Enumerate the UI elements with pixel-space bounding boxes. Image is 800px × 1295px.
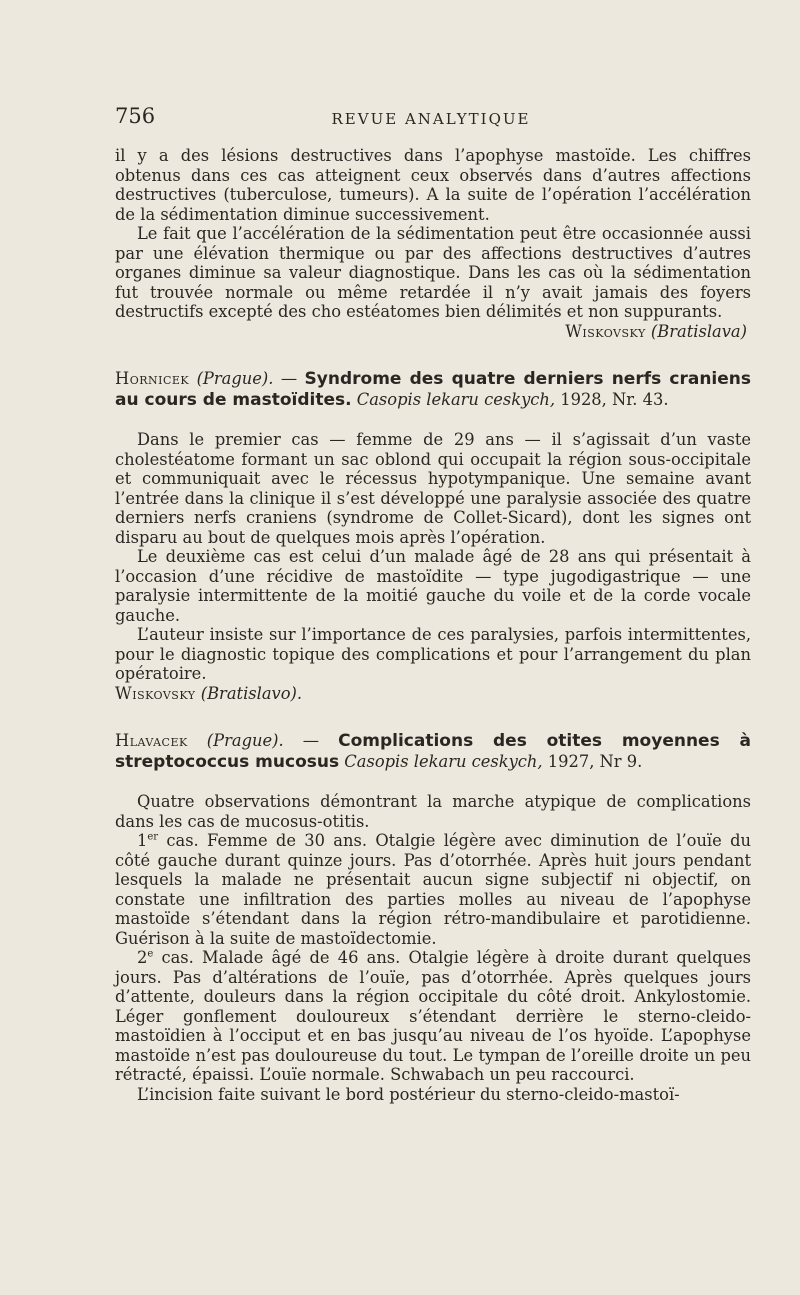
case-ordinal: e: [147, 948, 154, 960]
review-hornicek: [115, 369, 751, 703]
paragraph: Dans le premier cas — femme de 29 ans — il s’agissait d’un vaste cholestéatome formant un sac oblond qui occupait la région sous-occipitale et communiquait avec le récessus hypotympanique. Une semaine avant l’entrée dans la clinique il s’est développé une paralysie associée des quatre derniers nerfs craniens (syndrome de Collet-Sicard), dont les signes ont disparu au bout de quelques mois après l’opération.: [115, 430, 751, 547]
author-name: Hlavacek: [115, 731, 188, 750]
review-heading: [115, 369, 751, 410]
signature-name: Wiskovsky: [115, 683, 196, 703]
review-wiskovsky-sedimentation: [115, 146, 751, 341]
spacer: [115, 772, 751, 792]
heading-dash: —: [283, 731, 339, 750]
article-title: Syndrome des quatre derniers nerfs craniens au cours de mastoïdites.: [115, 369, 751, 410]
signature-location: (Bratislavo).: [200, 683, 303, 703]
case-ordinal: er: [147, 831, 159, 843]
case-text: cas. Femme de 30 ans. Otalgie légère avec diminution de l’ouïe du côté gauche durant quinze jours. Pas d’otorrhée. Après huit jours pendant lesquels la malade ne présentait aucun signe subjectif ni objectif, on constate une infiltration des parties molles au niveau de l’apophyse mastoïde s’étendant dans la région rétro-mandibulaire et parotidienne. Guérison à la suite de mastoïdectomie.: [115, 831, 751, 948]
review-heading: [115, 731, 751, 772]
paragraph: Le fait que l’accélération de la sédimentation peut être occasionnée aussi par une élévation thermique ou par des affections destructives d’autres organes diminue sa valeur diagnostique. Dans les cas où la sédimentation fut trouvée normale ou même retardée il n’y avait jamais des foyers destructifs excepté des cho estéatomes bien délimités et non suppurants.: [115, 224, 751, 321]
citation: 1927, Nr 9.: [542, 751, 643, 771]
paragraph: L’incision faite suivant le bord postérieur du sterno-cleido-mastoï-: [137, 1084, 680, 1104]
case-paragraph: [115, 831, 751, 948]
paragraph: il y a des lésions destructives dans l’apophyse mastoïde. Les chiffres obtenus dans ces cas atteignent ceux observés dans d’autres affections destructives (tuberculose, tumeurs). A la suite de l’opération l’accélération de la sédimentation diminue successivement.: [115, 146, 751, 224]
author-location: (Prague).: [196, 369, 274, 388]
citation: 1928, Nr. 43.: [555, 389, 669, 409]
page-header: [115, 104, 747, 134]
paragraph: Quatre observations démontrant la marche atypique de complications dans les cas de mucosus-otitis.: [115, 792, 751, 831]
heading-dash: —: [273, 369, 305, 388]
case-text: cas. Malade âgé de 46 ans. Otalgie légère à droite durant quelques jours. Pas d’altérations de l’ouïe, pas d’otorrhée. Après quelques jours d’attente, douleurs dans la région occipitale du côté droit. Ankylostomie. Léger gonflement douloureux s’étendant derrière le sterno-cleido-mastoïdien à l’occiput et en bas jusqu’au niveau de l’os hyoïde. L’apophyse mastoïde n’est pas douloureuse du tout. Le tympan de l’oreille droite un peu rétracté, épaissi. L’ouïe normale. Schwabach un peu raccourci.: [115, 948, 751, 1084]
spacer: [115, 410, 751, 430]
article-title: Complications des otites moyennes à streptococcus mucosus: [115, 731, 751, 772]
signature-name: Wiskovsky: [565, 321, 646, 341]
case-paragraph: [115, 948, 751, 1085]
signature-location: (Bratislava): [650, 321, 747, 341]
author-location: (Prague).: [206, 731, 284, 750]
case-number: 1: [137, 831, 148, 850]
signature: [115, 684, 751, 704]
author-name: Hornicek: [115, 369, 190, 388]
journal-name: Casopis lekaru ceskych,: [356, 389, 556, 409]
running-head: REVUE ANALYTIQUE: [331, 110, 531, 128]
journal-name: Casopis lekaru ceskych,: [344, 751, 543, 771]
case-number: 2: [137, 948, 148, 967]
signature: [115, 322, 751, 342]
review-hlavacek: [115, 731, 751, 1104]
article-body: [115, 146, 751, 1104]
paragraph: Le deuxième cas est celui d’un malade âgé de 28 ans qui présentait à l’occasion d’une récidive de mastoïdite — type jugodigastrique — une paralysie intermittente de la moitié gauche du voile et de la corde vocale gauche.: [115, 547, 751, 625]
page-number: 756: [115, 104, 156, 128]
paragraph: L’auteur insiste sur l’importance de ces paralysies, parfois intermittentes, pour le diagnostic topique des complications et pour l’arrangement du plan opératoire.: [115, 625, 751, 683]
